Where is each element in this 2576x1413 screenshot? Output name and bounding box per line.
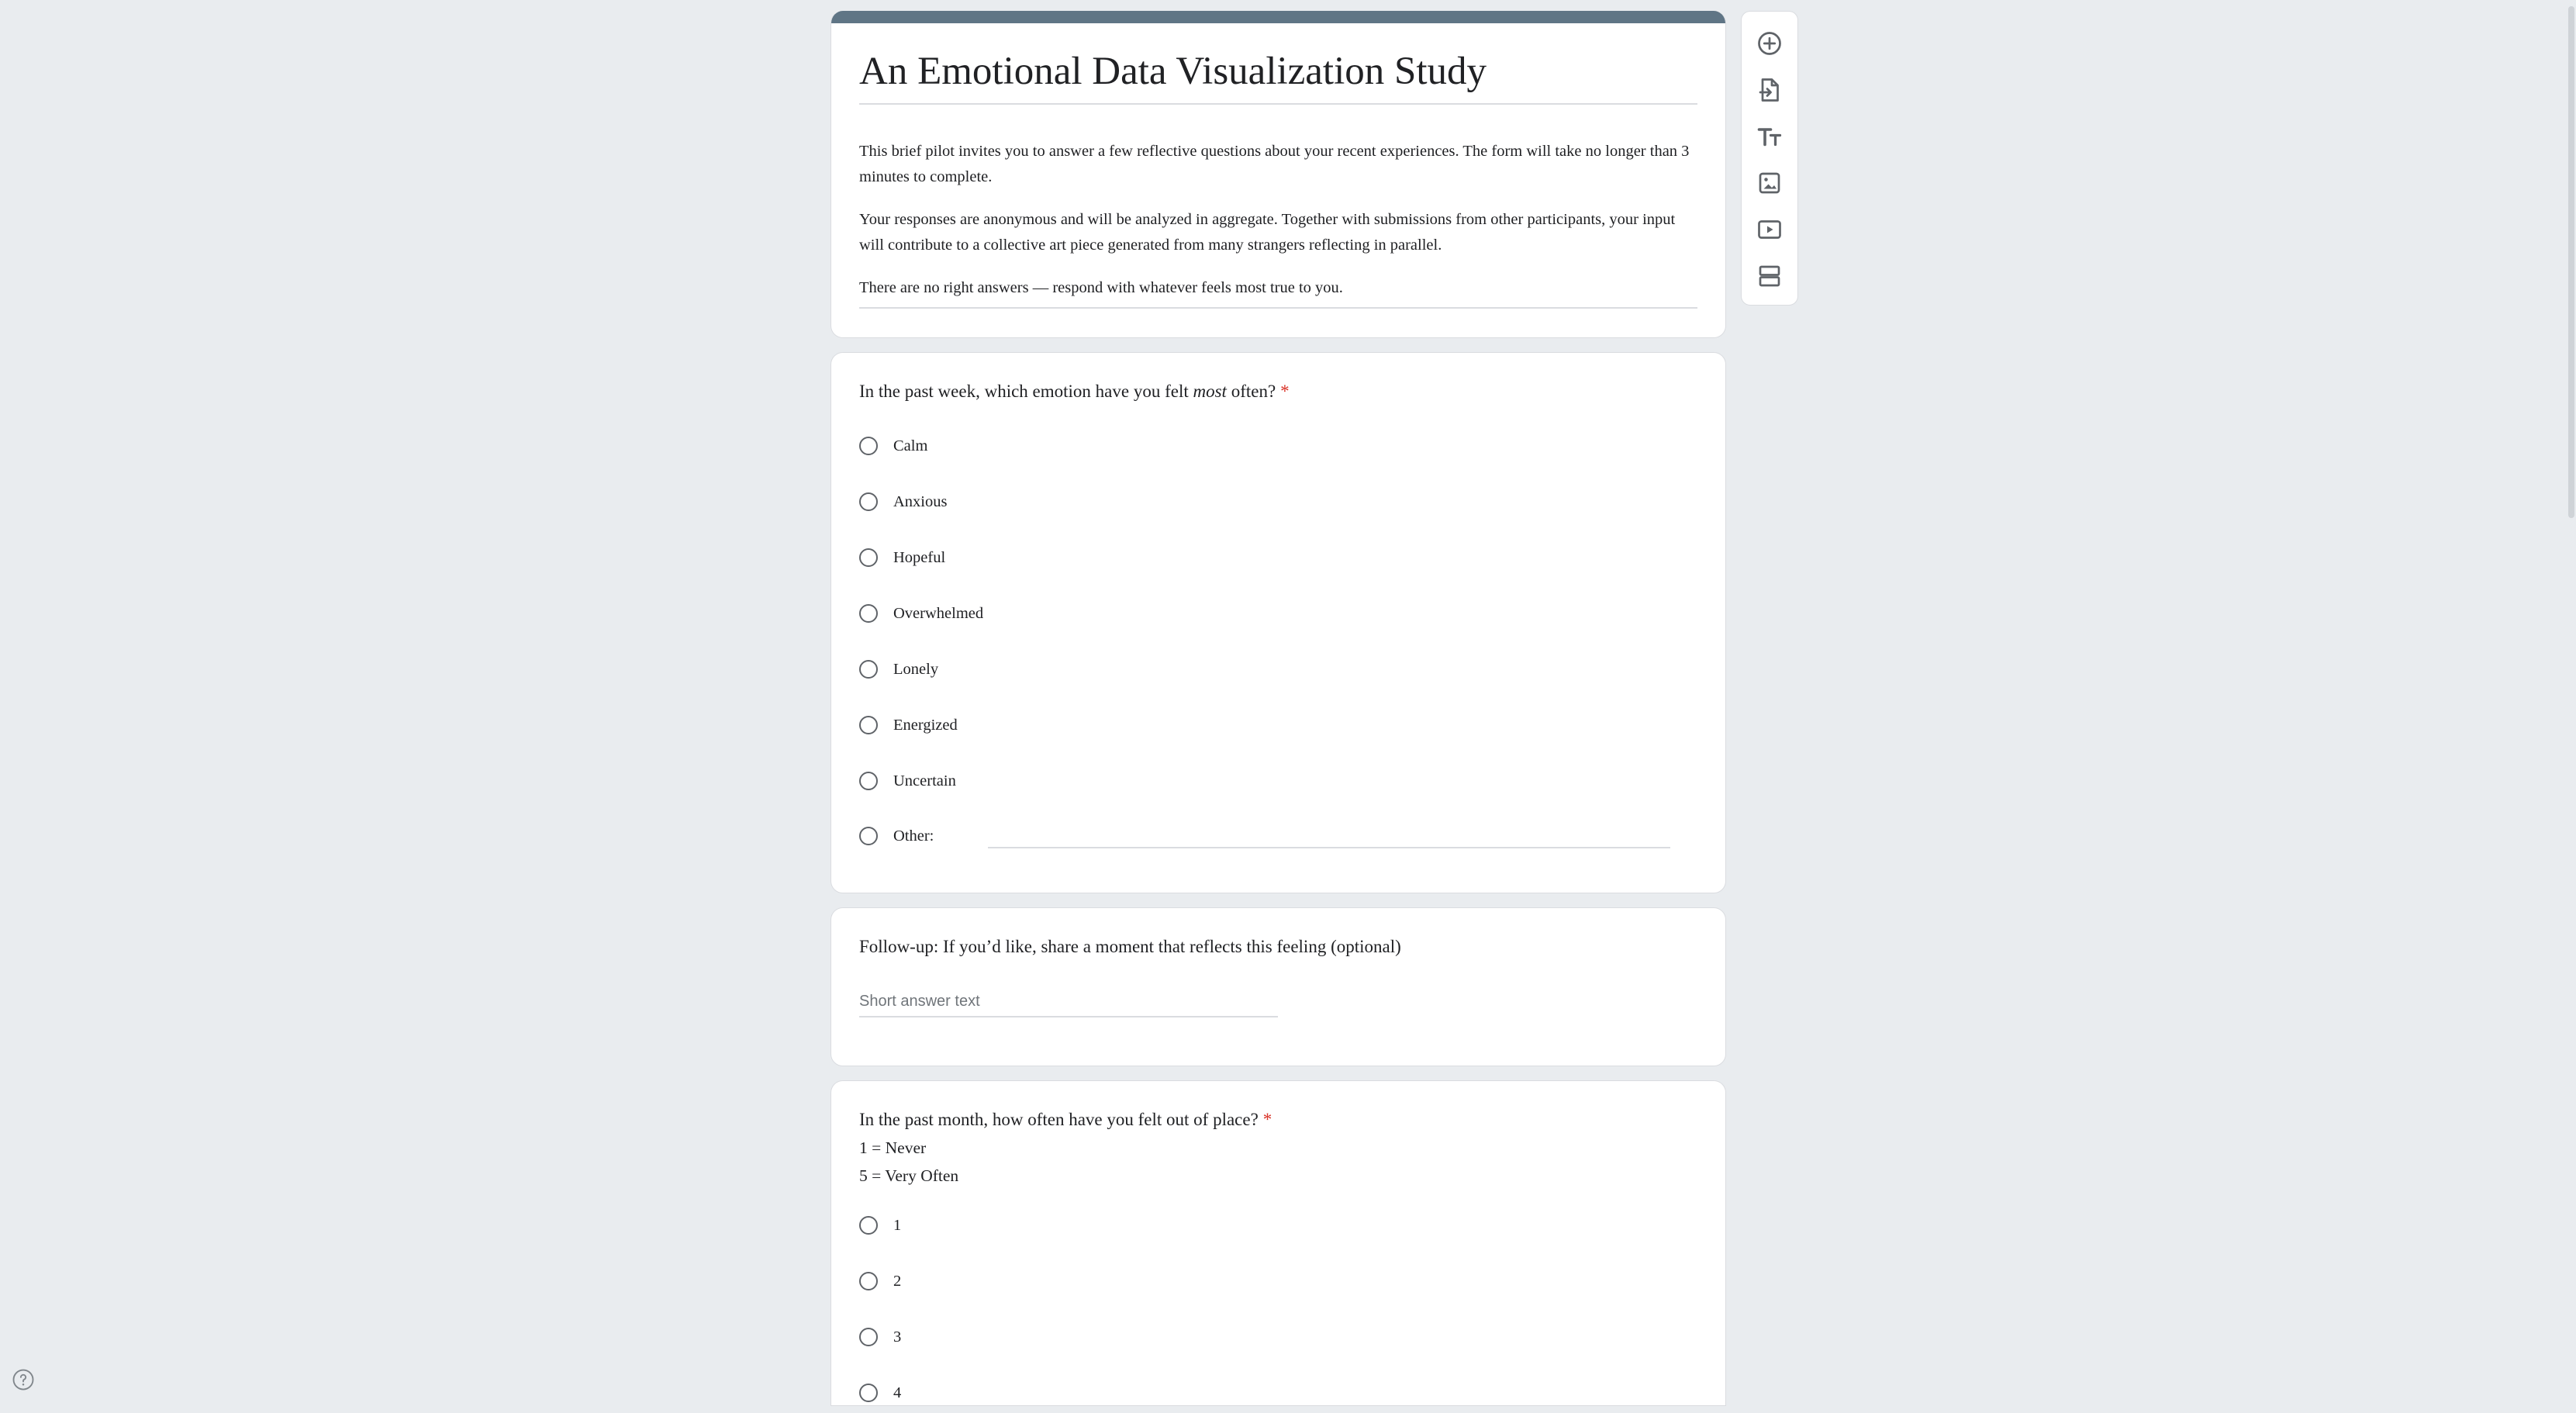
question-title-emphasis: most: [1193, 382, 1227, 401]
scrollbar-thumb[interactable]: [2568, 6, 2574, 518]
question-card-emotion[interactable]: [830, 352, 1726, 893]
add-video-button[interactable]: [1752, 212, 1787, 247]
add-video-icon: [1756, 216, 1784, 244]
scale-max-label: 5 = Very Often: [859, 1166, 959, 1185]
question-card-out-of-place[interactable]: [830, 1080, 1726, 1406]
option-label: Anxious: [893, 492, 948, 510]
radio-button[interactable]: [859, 492, 878, 511]
description-divider: [859, 307, 1697, 309]
add-title-icon: [1756, 123, 1784, 150]
option-label: Hopeful: [893, 548, 946, 566]
option-lonely[interactable]: [859, 655, 938, 683]
add-section-button[interactable]: [1752, 258, 1787, 294]
option-label: Energized: [893, 716, 958, 734]
option-calm[interactable]: [859, 432, 927, 460]
radio-button[interactable]: [859, 437, 878, 455]
question-card-follow-up[interactable]: [830, 907, 1726, 1066]
help-icon: [12, 1368, 35, 1391]
form-header-card: [830, 11, 1726, 338]
help-button[interactable]: [11, 1367, 36, 1392]
form-title[interactable]: An Emotional Data Visualization Study: [859, 50, 1487, 93]
option-anxious[interactable]: [859, 488, 947, 516]
form-description[interactable]: [859, 139, 1697, 190]
radio-button[interactable]: [859, 1216, 878, 1235]
option-label: 3: [893, 1328, 902, 1346]
radio-button[interactable]: [859, 716, 878, 734]
form-page: [830, 11, 1726, 1406]
radio-button[interactable]: [859, 548, 878, 567]
option-label: Other:: [893, 827, 934, 845]
option-other[interactable]: [859, 822, 1681, 850]
option-uncertain[interactable]: [859, 767, 956, 795]
question-title: [859, 378, 1290, 406]
radio-button[interactable]: [859, 660, 878, 679]
form-description-3[interactable]: [859, 275, 1697, 301]
add-image-icon: [1756, 169, 1784, 197]
option-label: Overwhelmed: [893, 604, 984, 622]
option-3[interactable]: [859, 1323, 901, 1351]
import-questions-button[interactable]: [1752, 72, 1787, 108]
option-overwhelmed[interactable]: [859, 599, 983, 627]
question-title-start: In the past week, which emotion have you felt: [859, 382, 1193, 401]
scale-min-label: 1 = Never: [859, 1138, 927, 1157]
option-label: Lonely: [893, 660, 939, 678]
required-asterisk: *: [1262, 1110, 1272, 1129]
radio-button[interactable]: [859, 827, 878, 845]
radio-button[interactable]: [859, 604, 878, 623]
add-question-button[interactable]: [1752, 26, 1787, 61]
option-2[interactable]: [859, 1267, 901, 1295]
other-text-input[interactable]: [988, 847, 1670, 848]
question-title-text: In the past month, how often have you felt out of place?: [859, 1110, 1259, 1129]
add-question-icon: [1756, 29, 1784, 57]
option-1[interactable]: [859, 1211, 901, 1239]
option-label: 2: [893, 1272, 902, 1290]
option-label: 1: [893, 1216, 902, 1234]
option-label: 4: [893, 1384, 902, 1401]
floating-toolbar: [1741, 11, 1798, 306]
option-label: Calm: [893, 437, 928, 454]
radio-button[interactable]: [859, 772, 878, 790]
short-answer-input[interactable]: Short answer text: [859, 990, 1278, 1017]
option-4[interactable]: [859, 1379, 901, 1406]
description-paragraph-3: There are no right answers — respond with whatever feels most true to you.: [859, 279, 1343, 296]
question-title: [859, 1106, 1272, 1134]
header-accent-bar: [831, 11, 1725, 23]
radio-button[interactable]: [859, 1328, 878, 1346]
add-image-button[interactable]: [1752, 165, 1787, 201]
description-paragraph-2: Your responses are anonymous and will be analyzed in aggregate. Together with submissions from other participants, your input will contribute to a collective art piece generated from many strangers reflecting in parallel.: [859, 211, 1676, 254]
question-title-end: often?: [1226, 382, 1276, 401]
title-divider: [859, 103, 1697, 105]
option-label: Uncertain: [893, 772, 956, 789]
add-section-icon: [1756, 262, 1784, 290]
import-questions-icon: [1756, 76, 1784, 104]
required-asterisk: *: [1280, 382, 1290, 401]
description-paragraph-1: This brief pilot invites you to answer a few reflective questions about your recent experiences. The form will take no longer than 3 minutes to complete.: [859, 143, 1690, 185]
radio-button[interactable]: [859, 1272, 878, 1290]
form-description-2[interactable]: [859, 207, 1697, 258]
radio-button[interactable]: [859, 1384, 878, 1402]
option-hopeful[interactable]: [859, 544, 945, 572]
add-title-button[interactable]: [1752, 119, 1787, 154]
question-title: Follow-up: If you’d like, share a moment that reflects this feeling (optional): [859, 937, 1401, 956]
option-energized[interactable]: [859, 711, 958, 739]
